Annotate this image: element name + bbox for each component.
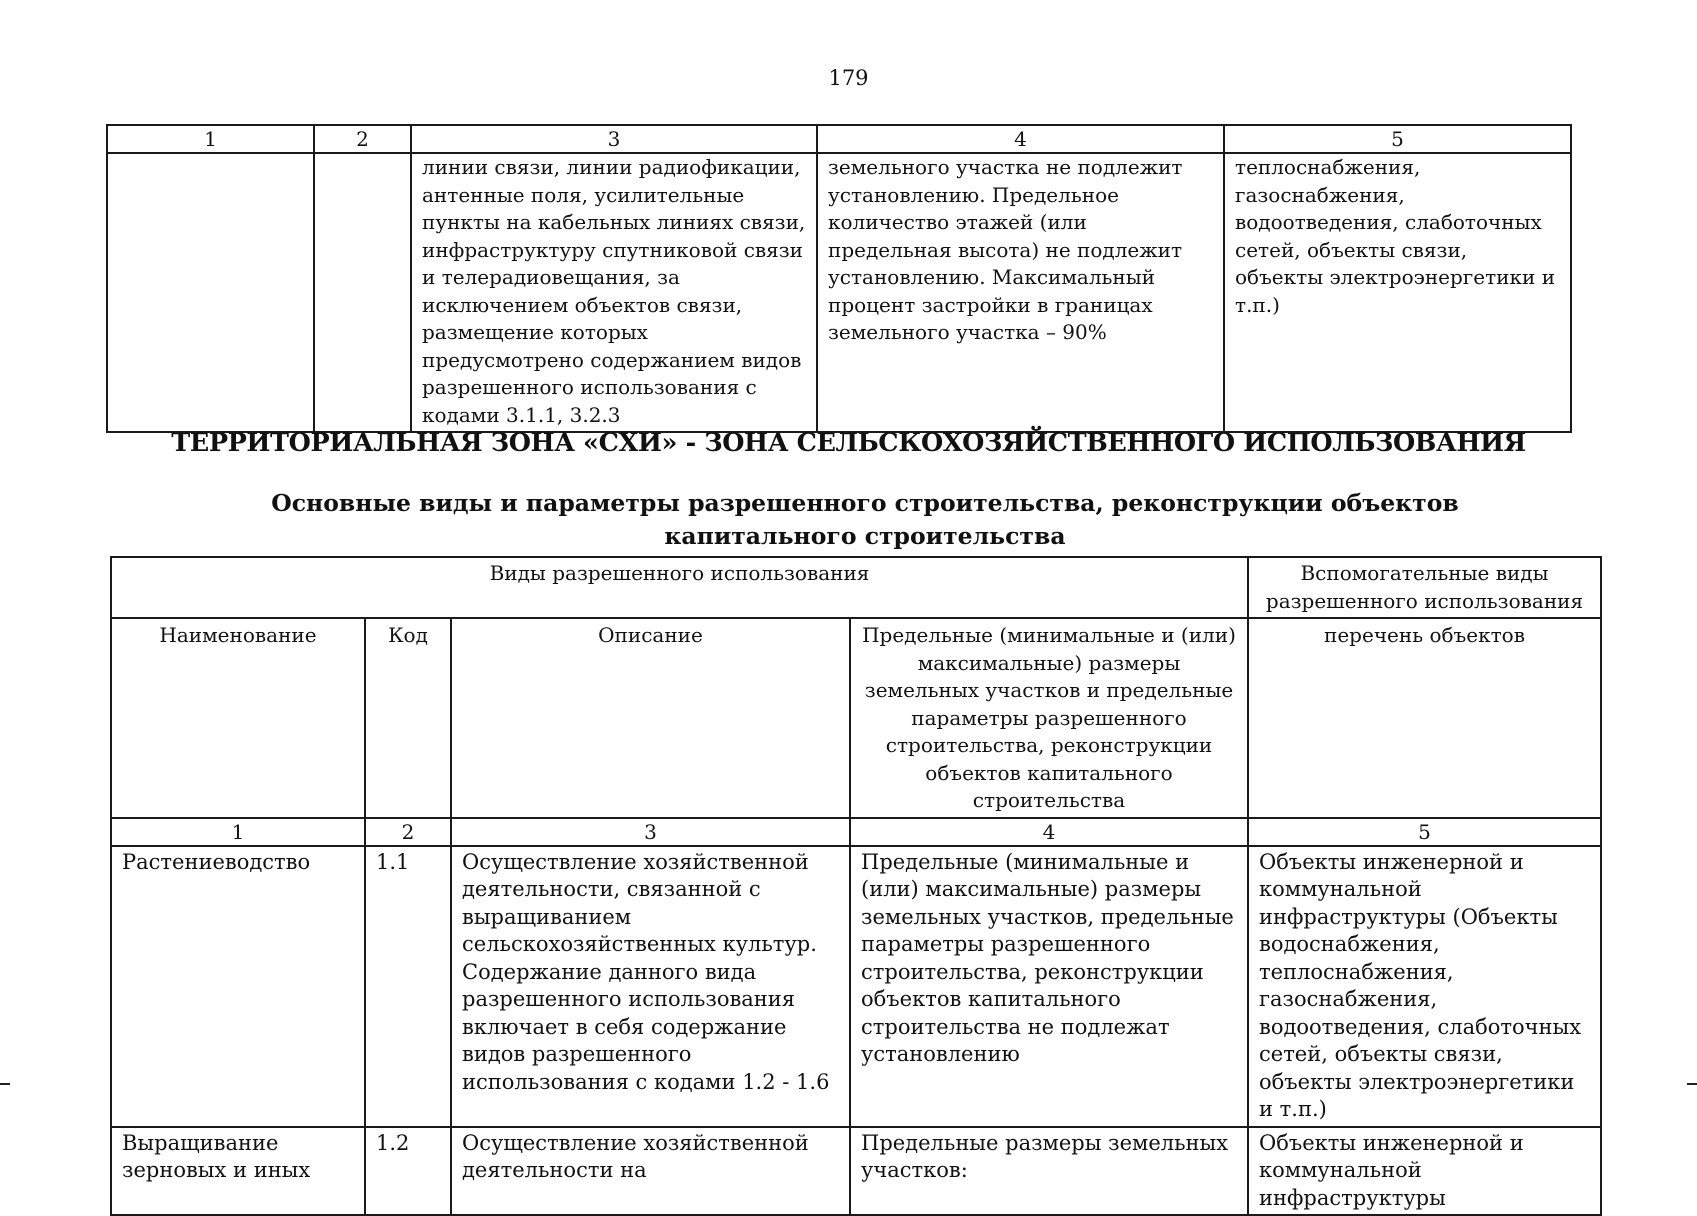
description-cell: Осуществление хозяйственной деятельности, связанной с выращиванием сельскохозяйственных культур. Содержание данного вида разрешенного использования включает в себя содержание видов разрешенного использования с кодами 1.2 - 1.6 — [451, 846, 850, 1127]
column-number: 5 — [1248, 818, 1601, 846]
column-number: 5 — [1224, 125, 1571, 153]
name-cell: Выращивание зерновых и иных — [111, 1127, 365, 1216]
section-title: Основные виды и параметры разрешенного строительства, реконструкции объектов капитального строительства — [271, 489, 1459, 550]
continuation-table — [106, 124, 1572, 433]
column-number: 2 — [314, 125, 411, 153]
code-cell: 1.1 — [365, 846, 451, 1127]
objects-cell: Объекты инженерной и коммунальной инфраструктуры (Объекты водоснабжения, теплоснабжения, газоснабжения, водоотведения, слаботочных сетей, объекты связи, объекты электроэнергетики и т.п.) — [1248, 846, 1601, 1127]
column-number: 3 — [451, 818, 850, 846]
description-cell: линии связи, линии радиофикации, антенные поля, усилительные пункты на кабельных линиях связи, инфраструктуру спутниковой связи и телерадиовещания, за исключением объектов связи, размещение которых предусмотрено содержанием видов разрешенного использования с кодами 3.1.1, 3.2.3 — [411, 153, 817, 432]
objects-cell: теплоснабжения, газоснабжения, водоотведения, слаботочных сетей, объекты связи, объекты электроэнергетики и т.п.) — [1224, 153, 1571, 432]
params-cell: Предельные (минимальные и (или) максимальные) размеры земельных участков, предельные параметры разрешенного строительства, реконструкции объектов капитального строительства не подлежат установлению — [850, 846, 1248, 1127]
column-number: 1 — [111, 818, 365, 846]
group-header-permitted-uses: Виды разрешенного использования — [111, 557, 1248, 618]
code-cell: 1.2 — [365, 1127, 451, 1216]
code-cell — [314, 153, 411, 432]
header-objects: перечень объектов — [1248, 618, 1601, 818]
column-number: 1 — [107, 125, 314, 153]
page-number: 179 — [828, 66, 869, 90]
table-row — [107, 153, 1571, 432]
group-header-auxiliary-uses: Вспомогательные виды разрешенного использования — [1248, 557, 1601, 618]
objects-cell: Объекты инженерной и коммунальной инфраструктуры — [1248, 1127, 1601, 1216]
column-number-row — [111, 818, 1601, 846]
land-use-table — [110, 556, 1602, 1216]
group-header-row — [111, 557, 1601, 618]
left-margin-mark — [0, 1083, 10, 1085]
params-cell: земельного участка не подлежит установлению. Предельное количество этажей (или предельная высота) не подлежит установлению. Максимальный процент застройки в границах земельного участка – 90% — [817, 153, 1224, 432]
name-cell — [107, 153, 314, 432]
column-number: 4 — [850, 818, 1248, 846]
header-name: Наименование — [111, 618, 365, 818]
params-cell: Предельные размеры земельных участков: — [850, 1127, 1248, 1216]
column-number: 4 — [817, 125, 1224, 153]
header-params: Предельные (минимальные и (или) максимальные) размеры земельных участков и предельные параметры разрешенного строительства, реконструкции объектов капитального строительства — [850, 618, 1248, 818]
table-row — [111, 846, 1601, 1127]
right-margin-mark — [1687, 1083, 1697, 1085]
description-cell: Осуществление хозяйственной деятельности на — [451, 1127, 850, 1216]
column-number: 2 — [365, 818, 451, 846]
header-code: Код — [365, 618, 451, 818]
column-number: 3 — [411, 125, 817, 153]
column-number-row — [107, 125, 1571, 153]
header-description: Описание — [451, 618, 850, 818]
zone-title: ТЕРРИТОРИАЛЬНАЯ ЗОНА «СХИ» - ЗОНА СЕЛЬСКОХОЗЯЙСТВЕННОГО ИСПОЛЬЗОВАНИЯ — [171, 428, 1526, 458]
column-header-row — [111, 618, 1601, 818]
table-row — [111, 1127, 1601, 1216]
name-cell: Растениеводство — [111, 846, 365, 1127]
